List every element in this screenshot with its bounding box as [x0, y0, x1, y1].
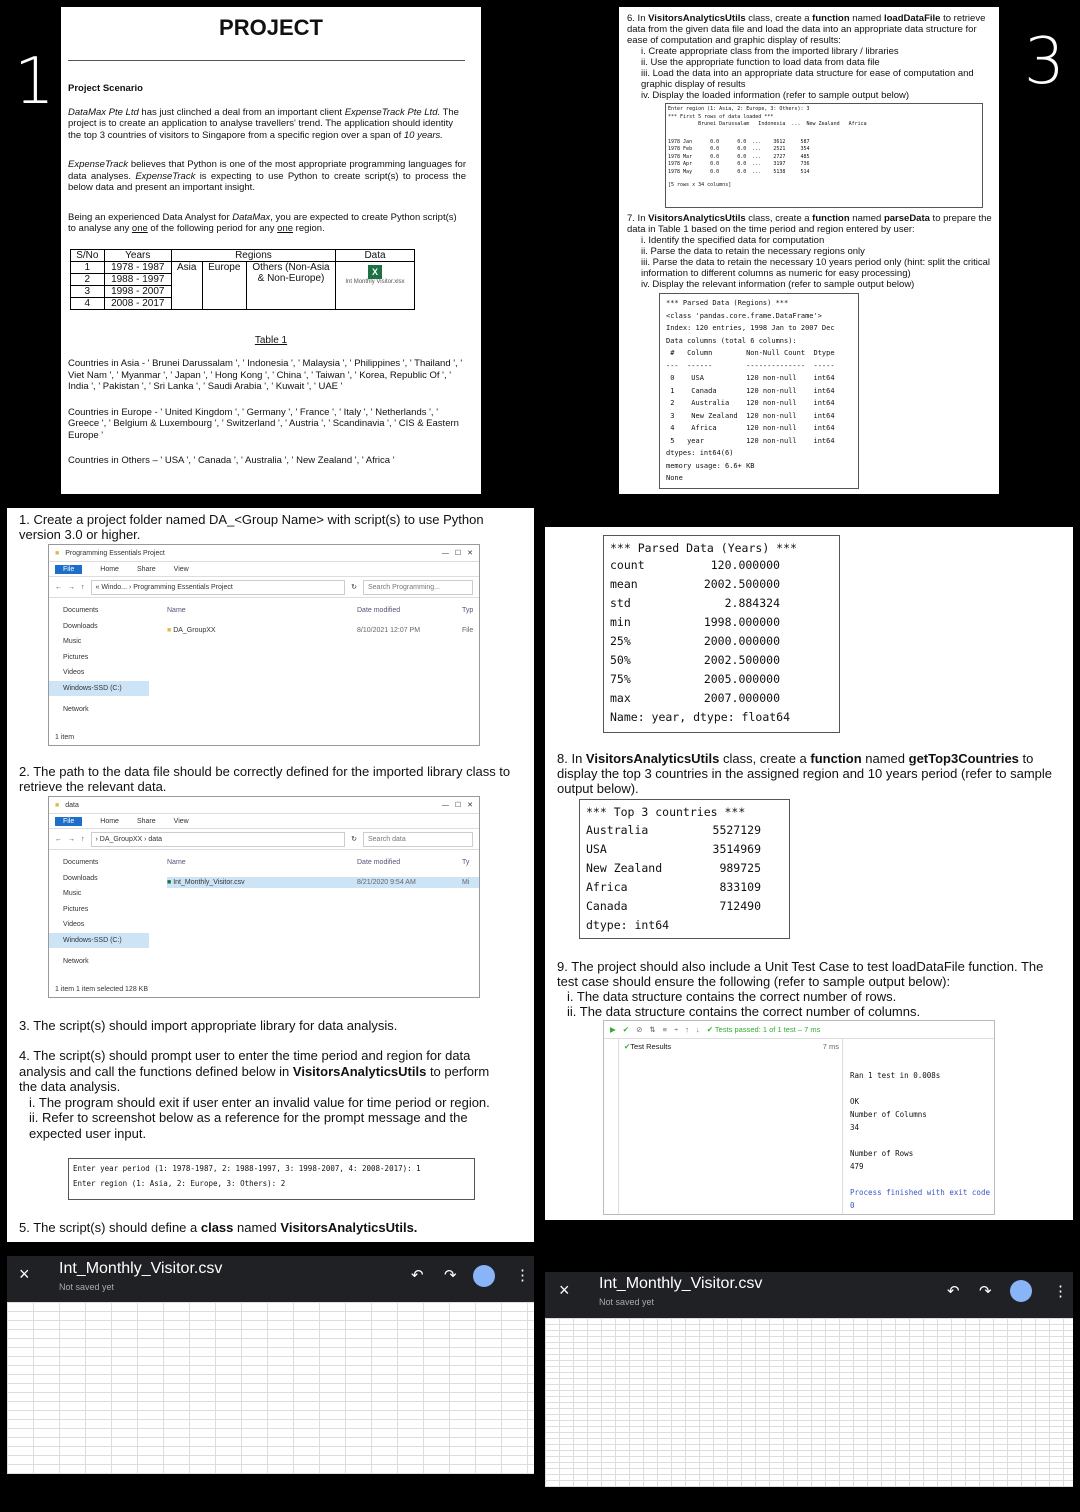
sheet-grid[interactable] [7, 1302, 534, 1474]
console-line: Number of Columns [850, 1110, 927, 1119]
close-icon[interactable]: × [559, 1280, 570, 1300]
results-panel [545, 527, 1073, 1220]
nav-item-downloads[interactable]: Downloads [63, 874, 98, 882]
window-title: Programming Essentials Project [65, 549, 165, 557]
col-type[interactable]: Ty [462, 859, 470, 866]
file-date: 8/21/2020 9:54 AM [357, 879, 416, 886]
country-row [586, 821, 783, 840]
output-line: 3 New Zealand 120 non-null int64 [666, 411, 835, 420]
col-name[interactable]: Name [167, 607, 186, 614]
output-line: 4 Africa 120 non-null int64 [666, 424, 835, 432]
step-4-i: i. The program should exit if user enter an invalid value for time period or region. [29, 1094, 490, 1110]
excel-file-icon: X [368, 265, 382, 279]
stat-value: 2007.000000 [703, 691, 780, 705]
output-line: # Column Non-Null Count Dtype [666, 349, 835, 357]
col-data: Data [336, 250, 415, 262]
country-visitors: 712490 [719, 899, 761, 913]
stat-value: 2000.000000 [703, 634, 780, 648]
step-3: 3. The script(s) should import appropriate library for data analysis. [19, 1018, 398, 1033]
col-sno: S/No [71, 250, 105, 262]
close-icon[interactable]: × [19, 1264, 30, 1284]
country-row [586, 878, 783, 897]
runner-divider [842, 1038, 843, 1214]
output-title: *** Top 3 countries *** [586, 805, 746, 819]
scenario-paragraph-3: Being an experienced Data Analyst for DataMax, you are expected to create Python script(s) to analyse any one of the following period for any one region. [68, 211, 457, 234]
row-no: 2 [71, 274, 105, 286]
file-type: Mi [462, 879, 470, 886]
minimize-icon[interactable]: — [441, 549, 449, 557]
tab-view[interactable]: View [173, 565, 189, 573]
maximize-icon[interactable]: ☐ [454, 802, 462, 809]
explorer-window-project [48, 544, 480, 746]
col-years: Years [104, 250, 171, 262]
window-title: data [65, 801, 79, 809]
output-line: memory usage: 6.6+ KB [666, 461, 755, 470]
output-line: Enter region (1: Asia, 2: Europe, 3: Others): 3 [668, 106, 810, 112]
file-name: DA_GroupXX [173, 627, 216, 634]
output-row: 1978 Apr 0.0 0.0 ... 3197 736 [668, 161, 810, 167]
nav-item-documents[interactable]: Documents [63, 859, 99, 866]
save-status: Not saved yet [59, 1282, 115, 1292]
stat-label: mean [610, 577, 638, 591]
more-icon[interactable]: ⋮ [515, 1267, 530, 1284]
data-file-name: Int Monthly Visitor.xlsx [345, 279, 405, 285]
file-title: Int_Monthly_Visitor.csv [599, 1275, 763, 1292]
run-icon[interactable]: ▶ [610, 1025, 616, 1034]
stat-row [610, 556, 833, 575]
output-line: 5 year 120 non-null int64 [666, 436, 835, 445]
output-line: *** First 5 rows of data loaded *** [668, 113, 774, 120]
country-visitors: 989725 [719, 861, 761, 875]
step-2: 2. The path to the data file should be correctly defined for the imported library class to retrieve the relevant data. [19, 764, 511, 794]
country-row [586, 859, 783, 878]
col-date[interactable]: Date modified [357, 607, 401, 614]
file-row[interactable] [167, 627, 479, 634]
refresh-icon[interactable]: ↻ [351, 836, 357, 843]
step-1: 1. Create a project folder named DA_<Group Name> with script(s) to use Python version 3.0 or higher. [19, 512, 484, 542]
back-icon[interactable]: ← [55, 835, 62, 843]
step-6-i: i. Create appropriate class from the imported library / libraries [641, 46, 899, 57]
tab-home[interactable]: Home [100, 817, 119, 825]
country-name: Australia [586, 823, 649, 837]
more-icon[interactable]: ⋮ [1053, 1283, 1068, 1300]
country-name: USA [586, 842, 607, 856]
region-others: Others (Non-Asia & Non-Europe) [247, 262, 336, 310]
stat-value: 2.884324 [724, 596, 780, 610]
tab-file[interactable]: File [55, 565, 82, 574]
row-years: 1988 - 1997 [104, 274, 171, 286]
loaded-data-output [665, 103, 983, 208]
file-title: Int_Monthly_Visitor.csv [59, 1260, 223, 1277]
check-icon[interactable]: ✔ [622, 1025, 630, 1034]
output-line: 2 Australia 120 non-null int64 [666, 399, 835, 407]
country-name: Africa [586, 880, 628, 894]
stop-icon[interactable]: ⊘ [636, 1025, 643, 1034]
nav-pane [49, 855, 149, 970]
output-line: dtypes: int64(6) [666, 449, 734, 457]
console-line: Number of Rows [850, 1149, 914, 1158]
stat-label: 50% [610, 653, 631, 667]
asia-countries: Countries in Asia - ' Brunei Darussalam ', ' Indonesia ', ' Malaysia ', ' Philippines ', ' Thailand ', ' Viet Nam ', ' Myanmar ', ' Japan ', ' Hong Kong ', ' China ', ' Taiwan ', ' Korea, Republic Of ', ' India ', ' Pakistan ', ' Sri Lanka ', ' Saudi Arabia ', ' Kuwait ', ' UAE ' [68, 358, 463, 392]
row-years: 1978 - 1987 [104, 262, 171, 274]
undo-icon[interactable]: ↶ [411, 1267, 424, 1284]
parsed-years-output [603, 535, 840, 733]
runner-sidebar [604, 1038, 619, 1214]
output-footer: dtype: int64 [586, 918, 670, 932]
redo-icon[interactable]: ↷ [979, 1283, 992, 1300]
step-7-iv: iv. Display the relevant information (refer to sample output below) [641, 279, 915, 290]
prompt-line-period: Enter year period (1: 1978-1987, 2: 1988-1997, 3: 1998-2007, 4: 2008-2017): 1 [73, 1164, 421, 1173]
test-results-row[interactable]: ✔ Test Results 7 ms [624, 1042, 839, 1051]
row-years: 1998 - 2007 [104, 286, 171, 298]
stat-row [610, 689, 833, 708]
step-6-ii: ii. Use the appropriate function to load data from data file [641, 57, 880, 68]
stat-label: 25% [610, 634, 631, 648]
data-file-cell [336, 262, 415, 310]
search-input[interactable]: Search data [363, 832, 473, 847]
region-asia: Asia [171, 262, 202, 310]
step-6: 6. In VisitorsAnalyticsUtils class, create a function named loadDataFile to retrieve data from the given data file and load the data into an appropriate data structure for ease of computation and graphic display of results: [627, 13, 986, 46]
nav-item-drive[interactable]: Windows-SSD (C:) [49, 681, 149, 697]
country-row [586, 897, 783, 916]
forward-icon[interactable]: → [68, 835, 75, 843]
col-name[interactable]: Name [167, 859, 186, 866]
nav-item-videos[interactable]: Videos [63, 921, 85, 928]
stat-label: 75% [610, 672, 631, 686]
step-4-ii: ii. Refer to screenshot below as a reference for the prompt message and the expected user input. [29, 1110, 468, 1141]
prompt-line-region: Enter region (1: Asia, 2: Europe, 3: Others): 2 [73, 1179, 286, 1188]
output-line: <class 'pandas.core.frame.DataFrame'> [666, 311, 822, 320]
output-footer: Name: year, dtype: float64 [610, 710, 791, 724]
console-line: OK [850, 1097, 860, 1106]
col-date[interactable]: Date modified [357, 859, 401, 866]
file-name: Int_Monthly_Visitor.csv [173, 879, 245, 886]
step-5: 5. The script(s) should define a class named VisitorsAnalyticsUtils. [19, 1220, 418, 1235]
output-line: --- ------ -------------- ----- [666, 361, 835, 370]
output-row: 1978 Mar 0.0 0.0 ... 2727 485 [668, 153, 810, 160]
nav-item-network[interactable]: Network [63, 958, 89, 965]
sheet-header [7, 1256, 534, 1302]
nav-pane [49, 603, 149, 718]
spreadsheet-left [7, 1256, 534, 1474]
stat-label: count [610, 558, 645, 572]
stat-value: 120.000000 [710, 558, 780, 572]
step-6-iii: iii. Load the data into an appropriate data structure for ease of computation and graphic display of results [641, 68, 974, 90]
output-line: 1 Canada 120 non-null int64 [666, 386, 835, 395]
stat-value: 2005.000000 [703, 672, 780, 686]
stat-value: 2002.500000 [703, 653, 780, 667]
explorer-window-data [48, 796, 480, 998]
col-type[interactable]: Typ [462, 607, 474, 614]
panel-number-1: 1 [14, 45, 55, 119]
periods-regions-table [70, 249, 415, 310]
europe-countries: Countries in Europe - ' United Kingdom ', ' Germany ', ' France ', ' Italy ', ' Netherlands ', ' Greece ', ' Belgium & Luxembourg ', ' Switzerland ', ' Austria ', ' Scandinavia ', ' CIS & Eastern Europe ' [68, 406, 459, 441]
console-line: 34 [850, 1123, 860, 1132]
parsed-regions-output [659, 293, 859, 489]
stat-label: max [610, 691, 631, 705]
scenario-paragraph-1: DataMax Pte Ltd has just clinched a deal from an important client ExpenseTrack Pte Ltd. The project is to create an application to analyse travellers' trend. The application should identity the top 3 countries of visitors to Singapore from a specific region over a span of 10 years. [68, 106, 459, 141]
stat-row [610, 575, 833, 594]
file-list-header [167, 607, 479, 614]
sort-icon[interactable]: ⇅ [649, 1025, 656, 1034]
close-icon[interactable]: ✕ [467, 802, 473, 809]
folder-icon: ■ [55, 549, 60, 557]
scenario-heading: Project Scenario [68, 83, 143, 94]
row-no: 3 [71, 286, 105, 298]
country-row [586, 840, 783, 859]
maximize-icon[interactable]: ☐ [454, 550, 462, 557]
step-9-i: i. The data structure contains the correct number of rows. [567, 989, 897, 1004]
console-line: 479 [850, 1162, 864, 1171]
output-title: *** Parsed Data (Years) *** [610, 541, 797, 555]
step-9-ii: ii. The data structure contains the correct number of columns. [567, 1004, 921, 1019]
step-7: 7. In VisitorsAnalyticsUtils class, create a function named parseData to prepare the data in Table 1 based on the time period and region entered by user: [627, 213, 992, 235]
scenario-paragraph-2: ExpenseTrack believes that Python is one of the most appropriate programming languages for data analyses. ExpenseTrack is expecting to use Python to create script(s) to process the below data and present an important insight. [68, 159, 467, 193]
output-line: Data columns (total 6 columns): [666, 336, 797, 345]
output-header: Brunei Darussalam Indonesia ... New Zealand Africa [668, 121, 867, 127]
search-input[interactable]: Search Programming... [363, 580, 473, 595]
step-7-i: i. Identify the specified data for computation [641, 235, 825, 246]
stat-value: 1998.000000 [703, 615, 780, 629]
tab-home[interactable]: Home [100, 565, 119, 573]
output-row: 1978 May 0.0 0.0 ... 5138 514 [668, 168, 810, 175]
stat-label: min [610, 615, 631, 629]
undo-icon[interactable]: ↶ [947, 1283, 960, 1300]
nav-item-drive[interactable]: Windows-SSD (C:) [49, 933, 149, 949]
output-row: 1978 Feb 0.0 0.0 ... 2521 354 [668, 146, 810, 152]
close-icon[interactable]: ✕ [467, 550, 473, 557]
file-date: 8/10/2021 12:07 PM [357, 627, 421, 634]
nav-item-documents[interactable]: Documents [63, 607, 99, 614]
test-runner-window [603, 1020, 995, 1215]
collapse-icon[interactable]: ÷ [674, 1025, 679, 1034]
row-no: 1 [71, 262, 105, 274]
region-europe: Europe [202, 262, 246, 310]
output-line: *** Parsed Data (Regions) *** [666, 299, 789, 307]
tests-passed-status: ✔ Tests passed: 1 of 1 test – 7 ms [706, 1025, 821, 1034]
nav-item-network[interactable]: Network [63, 706, 89, 713]
step-6-iv: iv. Display the loaded information (refer to sample output below) [641, 90, 910, 101]
sheet-header [545, 1272, 1073, 1318]
country-visitors: 5527129 [712, 823, 761, 837]
country-name: Canada [586, 899, 628, 913]
status-bar: 1 item [55, 734, 75, 741]
step-8: 8. In VisitorsAnalyticsUtils class, create a function named getTop3Countries to display the top 3 countries in the assigned region and 10 years period (refer to sample output below). [557, 751, 1053, 796]
output-line: 0 USA 120 non-null int64 [666, 374, 835, 382]
up-icon[interactable]: ↑ [685, 1025, 689, 1034]
sheet-grid[interactable] [545, 1318, 1073, 1487]
country-visitors: 3514969 [712, 842, 761, 856]
tab-share[interactable]: Share [136, 817, 156, 825]
address-bar[interactable]: › DA_GroupXX › data [91, 832, 346, 847]
redo-icon[interactable]: ↷ [444, 1267, 457, 1284]
stat-row [610, 651, 833, 670]
others-countries: Countries in Others – ' USA ', ' Canada ', ' Australia ', ' New Zealand ', ' Africa ' [68, 455, 395, 466]
country-name: New Zealand [586, 861, 663, 875]
nav-item-music[interactable]: Music [63, 890, 82, 897]
stat-row [610, 613, 833, 632]
output-footer: [5 rows x 34 columns] [668, 182, 732, 188]
page-title: PROJECT [219, 15, 323, 40]
up-icon[interactable]: ↑ [81, 835, 85, 843]
share-icon[interactable] [1010, 1280, 1032, 1302]
title-divider [68, 60, 465, 61]
col-regions: Regions [171, 250, 335, 262]
csv-file-icon: ■ [167, 879, 174, 886]
stat-value: 2002.500000 [703, 577, 780, 591]
step-4: 4. The script(s) should prompt user to enter the time period and region for data analysis and call the functions defined below in VisitorsAnalyticsUtils to perform the data analysis. i. The program should exit if user enter an invalid value for time period or region. ii. Refer to screenshot below as a reference for the prompt message and the expected user input. [19, 1048, 509, 1141]
file-row-selected[interactable] [167, 877, 479, 888]
nav-item-pictures[interactable]: Pictures [63, 653, 89, 661]
top3-output [579, 799, 790, 939]
test-console [850, 1069, 994, 1212]
refresh-icon[interactable]: ↻ [351, 584, 357, 591]
row-no: 4 [71, 298, 105, 310]
spreadsheet-right [545, 1272, 1073, 1487]
back-icon[interactable]: ← [55, 583, 62, 591]
down-icon[interactable]: ↓ [695, 1025, 700, 1034]
panel-number-3: 3 [1024, 25, 1065, 99]
project-scenario-panel [61, 7, 481, 494]
step-7-iii: iii. Parse the data to retain the necessary 10 years period only (hint: split the critical information to different columns as numeric for easy processing) [641, 257, 991, 279]
expand-icon[interactable]: ≡ [662, 1025, 668, 1034]
minimize-icon[interactable]: — [441, 801, 449, 809]
output-line: Index: 120 entries, 1998 Jan to 2007 Dec [666, 324, 835, 332]
row-years: 2008 - 2017 [104, 298, 171, 310]
country-visitors: 833109 [719, 880, 761, 894]
stat-row [610, 632, 833, 651]
stat-row [610, 670, 833, 689]
forward-icon[interactable]: → [68, 583, 75, 591]
step-9: 9. The project should also include a Unit Test Case to test loadDataFile function. The test case should ensure the following (refer to sample output below): i. The data structure contains the correct number of rows. ii. The data structure contains the correct number of columns. [557, 959, 1062, 1019]
output-row: 1978 Jan 0.0 0.0 ... 3612 587 [668, 138, 810, 145]
nav-item-videos[interactable]: Videos [63, 669, 85, 676]
status-bar: 1 item 1 item selected 128 KB [55, 986, 148, 993]
steps-panel [7, 508, 534, 1242]
file-list-header [167, 859, 479, 866]
tab-share[interactable]: Share [136, 565, 156, 573]
folder-icon: ■ [55, 801, 60, 809]
console-line: Process finished with exit code 0 [850, 1188, 990, 1210]
step-7-ii: ii. Parse the data to retain the necessary regions only [641, 246, 865, 257]
nav-item-music[interactable]: Music [63, 638, 82, 645]
address-bar[interactable]: « Windo... › Programming Essentials Project [91, 580, 346, 595]
nav-item-pictures[interactable]: Pictures [63, 905, 89, 913]
up-icon[interactable]: ↑ [81, 583, 85, 591]
stat-label: std [610, 596, 631, 610]
save-status: Not saved yet [599, 1297, 655, 1307]
folder-icon: ■ [167, 627, 174, 634]
console-line: Ran 1 test in 0.008s [850, 1071, 941, 1080]
output-line: None [666, 474, 683, 482]
functions-panel [619, 7, 999, 494]
prompt-console [68, 1158, 475, 1200]
tab-view[interactable]: View [173, 817, 189, 825]
pass-icon: ✔ [624, 1042, 631, 1051]
tab-file[interactable]: File [55, 817, 82, 826]
share-icon[interactable] [473, 1265, 495, 1287]
table-caption: Table 1 [254, 335, 288, 346]
test-time: 7 ms [822, 1042, 839, 1051]
stat-row [610, 594, 833, 613]
file-type: File [462, 627, 474, 634]
nav-item-downloads[interactable]: Downloads [63, 622, 98, 630]
